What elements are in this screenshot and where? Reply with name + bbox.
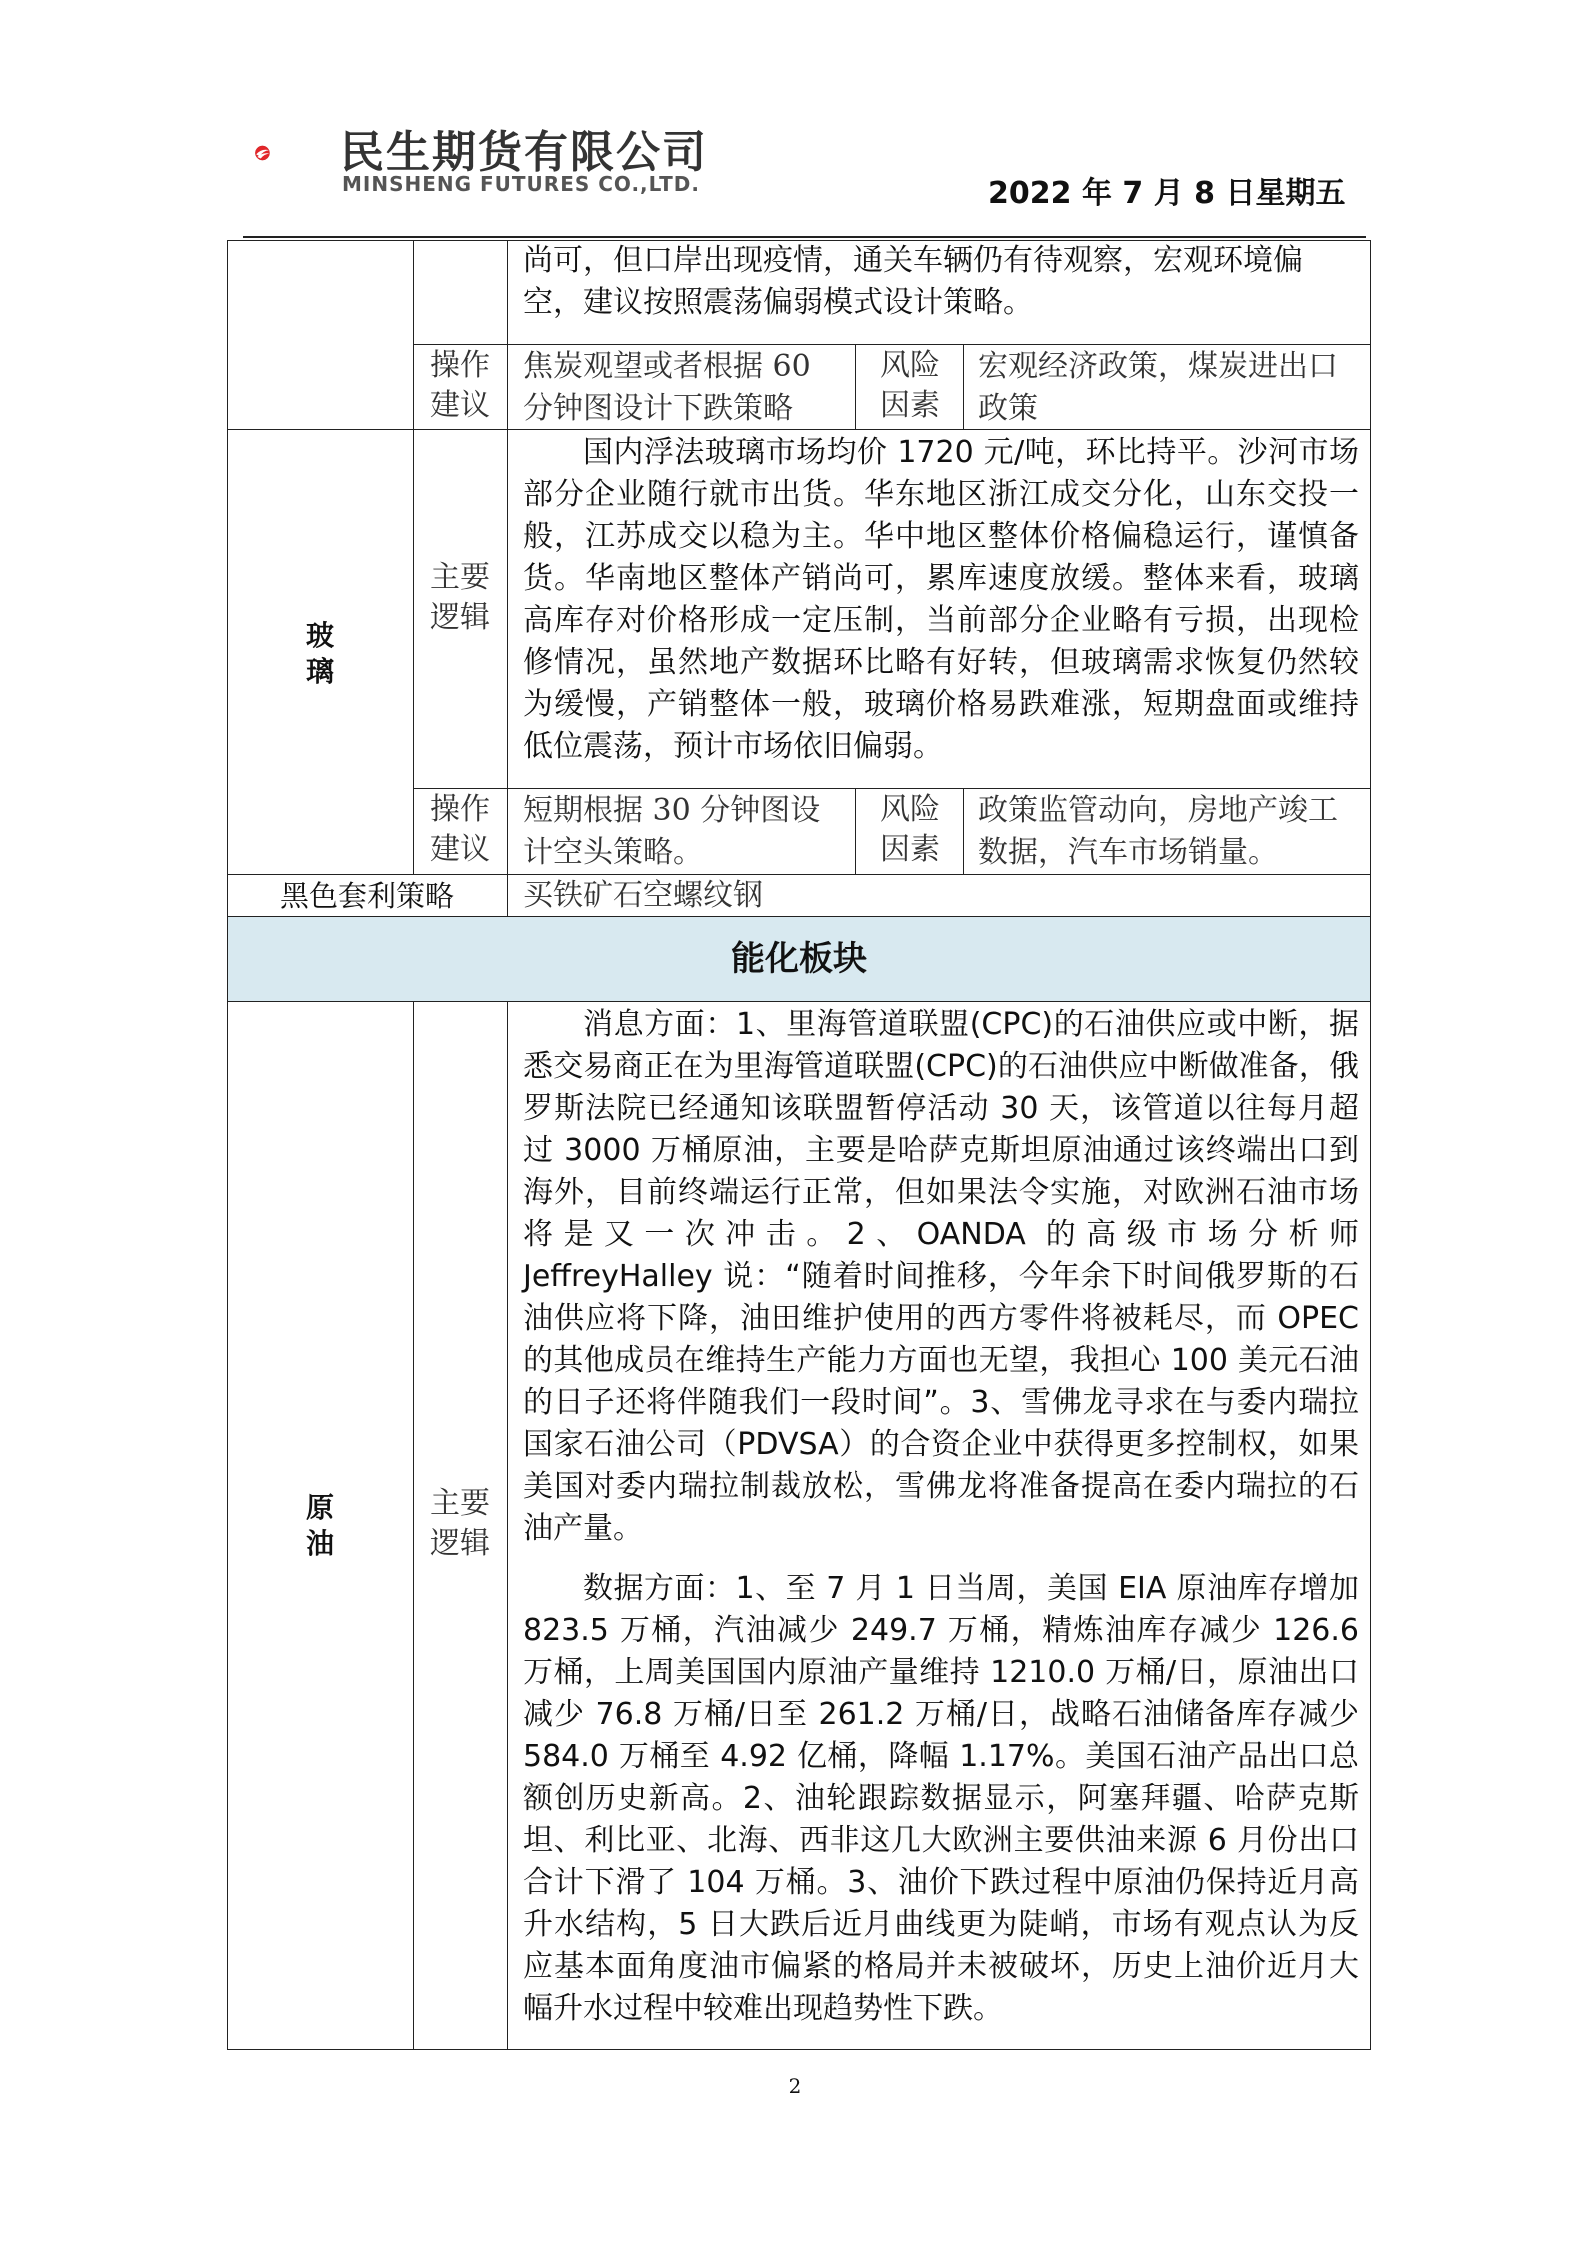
crude-news-text: 消息方面：1、里海管道联盟(CPC)的石油供应或中断，据悉交易商正在为里海管道联盟(CPC)的石油供应中断做准备，俄罗斯法院已经通知该联盟暂停活动 30 天，该管道以往每月超过 3000 万桶原油，主要是哈萨克斯坦原油通过该终端出口到海外，目前终端运行正常，但如果法令实施，对欧洲石油市场将是又一次冲击。2、OANDA 的高级市场分析师 JeffreyHalley 说：“随着时间推移，今年余下时间俄罗斯的石油供应将下降，油田维护使用的西方零件将被耗尽，而 OPEC 的其他成员在维持生产能力方面也无望，我担心 100 美元石油的日子还将伴随我们一段时间”。3、雪佛龙寻求在与委内瑞拉国家石油公司（PDVSA）的合资企业中获得更多控制权，如果美国对委内瑞拉制裁放松，雪佛龙将准备提高在委内瑞拉的石油产量。: [523, 1007, 1359, 1546]
col-divider-1b: [413, 1001, 414, 2050]
company-name-en: MINSHENG FUTURES CO.,LTD.: [342, 172, 700, 196]
row-line-coke-op: [413, 344, 1371, 345]
crude-logic-label: 主要逻辑: [430, 1486, 490, 1561]
col-divider-2b: [507, 1001, 508, 2050]
table-border-right: [1370, 240, 1371, 2050]
row-line-bottom: [227, 2049, 1371, 2050]
col-divider-4: [963, 344, 964, 429]
glass-name: 玻璃: [305, 619, 334, 688]
glass-risk-label: 风险因素: [880, 792, 940, 867]
report-date: 2022 年 7 月 8 日星期五: [988, 176, 1346, 211]
row-line-glass-op: [413, 788, 1371, 789]
col-divider-2: [507, 240, 508, 916]
glass-op-label: 操作建议: [430, 792, 490, 867]
col-divider-4b: [963, 788, 964, 874]
glass-op-text: 短期根据 30 分钟图设计空头策略。: [523, 793, 821, 870]
glass-logic-text: 国内浮法玻璃市场均价 1720 元/吨，环比持平。沙河市场部分企业随行就市出货。华东地区浙江成交分化，山东交投一般，江苏成交以稳为主。华中地区整体价格偏稳运行，谨慎备货。华南地区整体产销尚可，累库速度放缓。整体来看，玻璃高库存对价格形成一定压制，当前部分企业略有亏损，出现检修情况，虽然地产数据环比略有好转，但玻璃需求恢复仍然较为缓慢，产销整体一般，玻璃价格易跌难涨，短期盘面或维持低位震荡，预计市场依旧偏弱。: [523, 435, 1359, 764]
header-divider: [243, 236, 1366, 238]
col-divider-1: [413, 240, 414, 874]
company-name-cn: 民生期货有限公司: [340, 127, 708, 178]
coke-logic-tail: 尚可，但口岸出现疫情，通关车辆仍有待观察，宏观环境偏空，建议按照震荡偏弱模式设计策略。: [523, 243, 1303, 320]
section-title: 能化板块: [731, 939, 867, 979]
crude-name: 原油: [305, 1491, 334, 1560]
table-border-left: [227, 240, 228, 2050]
row-line-crude-top: [227, 1001, 1371, 1002]
crude-data-text: 数据方面：1、至 7 月 1 日当周，美国 EIA 原油库存增加 823.5 万桶，汽油减少 249.7 万桶，精炼油库存减少 126.6 万桶，上周美国国内原油产量维持 1210.0 万桶/日，原油出口减少 76.8 万桶/日至 261.2 万桶/日，战略石油储备库存减少 584.0 万桶至 4.92 亿桶，降幅 1.17%。美国石油产品出口总额创历史新高。2、油轮跟踪数据显示，阿塞拜疆、哈萨克斯坦、利比亚、北海、西非这几大欧洲主要供油来源 6 月份出口合计下滑了 104 万桶。3、油价下跌过程中原油仍保持近月高升水结构，5 日大跌后近月曲线更为陡峭，市场有观点认为反应基本面角度油市偏紧的格局并未被破坏，历史上油价近月大幅升水过程中较难出现趋势性下跌。: [523, 1571, 1359, 2026]
coke-op-text: 焦炭观望或者根据 60 分钟图设计下跌策略: [523, 349, 811, 426]
coke-op-label: 操作建议: [430, 348, 490, 423]
section-band: [228, 917, 1370, 1001]
glass-risk-text: 政策监管动向，房地产竣工数据，汽车市场销量。: [978, 793, 1338, 870]
arbitrage-text: 买铁矿石空螺纹钢: [523, 878, 763, 913]
page-number: 2: [788, 2074, 802, 2098]
coke-risk-text: 宏观经济政策，煤炭进出口政策: [978, 349, 1338, 426]
arbitrage-label: 黑色套利策略: [279, 879, 454, 913]
coke-risk-label: 风险因素: [880, 348, 940, 423]
glass-logic-label: 主要逻辑: [430, 560, 490, 635]
col-divider-3b: [855, 788, 856, 874]
col-divider-3: [855, 344, 856, 429]
company-logo: [254, 108, 344, 198]
